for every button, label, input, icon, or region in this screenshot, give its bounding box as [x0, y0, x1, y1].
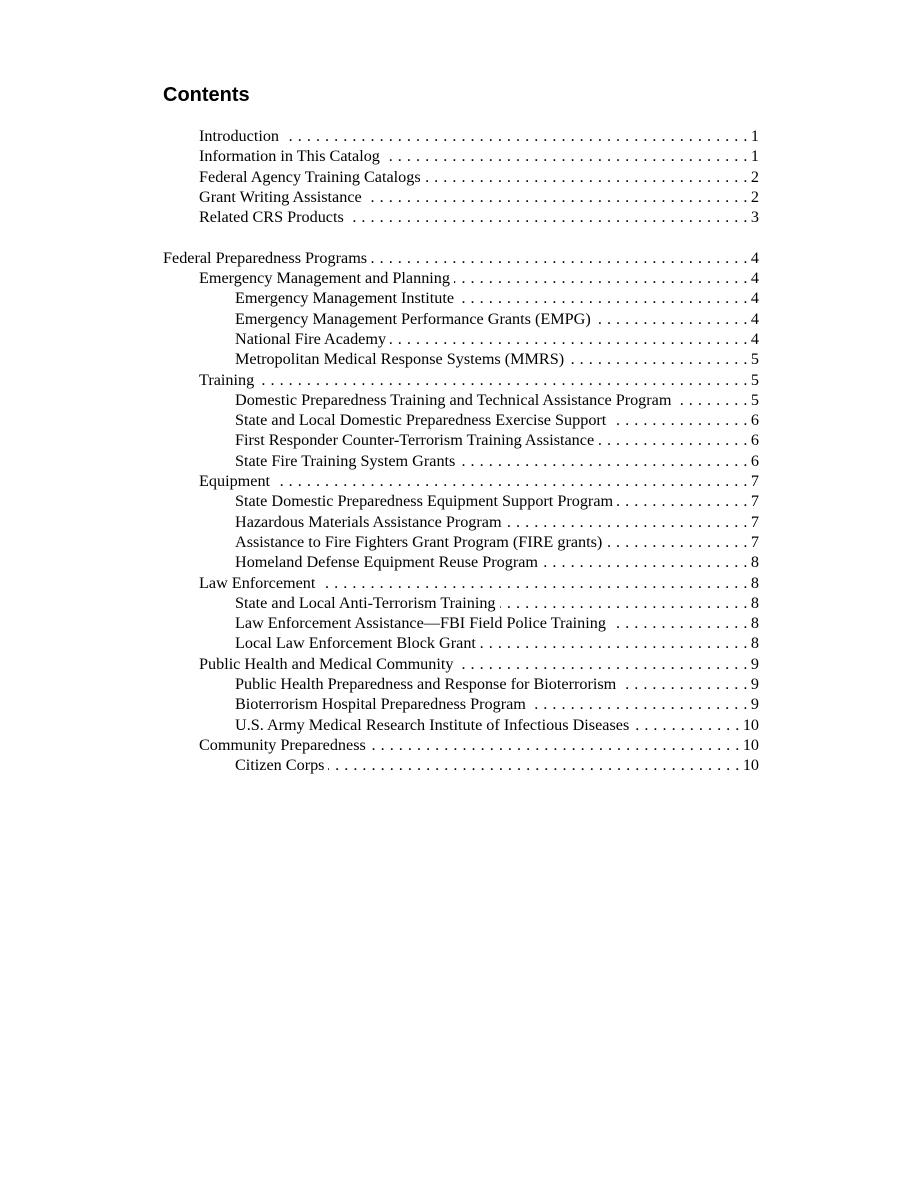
toc-entry[interactable]: [163, 390, 759, 410]
toc-entry-title: Training: [199, 370, 255, 389]
toc-entry[interactable]: [163, 349, 759, 369]
toc-entry[interactable]: [163, 430, 759, 450]
toc-entry[interactable]: [163, 633, 759, 653]
toc-dot-leader: [617, 491, 748, 511]
toc-entry[interactable]: [163, 187, 759, 207]
toc-entry-page-number: 8: [750, 553, 759, 572]
toc-entry[interactable]: [163, 471, 759, 491]
toc-dot-leader: [568, 349, 748, 369]
toc-dot-leader: [542, 552, 748, 572]
toc-entry[interactable]: [163, 146, 759, 166]
toc-entry-page-number: 5: [750, 370, 759, 389]
toc-entry[interactable]: [163, 126, 759, 146]
toc-entry-title: Public Health Preparedness and Response for Bioterrorism: [235, 675, 617, 694]
toc-entry-title: Bioterrorism Hospital Preparedness Program: [235, 695, 526, 714]
toc-entry[interactable]: [163, 654, 759, 674]
toc-entry-page-number: 3: [750, 208, 759, 227]
toc-entry-page-number: 1: [750, 147, 759, 166]
toc-dot-leader: [500, 593, 748, 613]
toc-entry-page-number: 9: [750, 675, 759, 694]
toc-dot-leader: [610, 410, 748, 430]
toc-entry-title: Emergency Management Institute: [235, 289, 455, 308]
toc-dot-leader: [480, 633, 748, 653]
toc-entry-page-number: 8: [750, 573, 759, 592]
toc-entry-title: State and Local Anti-Terrorism Training: [235, 593, 496, 612]
toc-entry-page-number: 2: [750, 187, 759, 206]
toc-entry-page-number: 8: [750, 593, 759, 612]
toc-dot-leader: [458, 288, 748, 308]
toc-entry-title: Homeland Defense Equipment Reuse Program: [235, 553, 538, 572]
toc-entry-page-number: 7: [750, 512, 759, 531]
toc-entry-title: Emergency Management and Planning: [199, 269, 450, 288]
toc-entry[interactable]: [163, 552, 759, 572]
toc-dot-leader: [457, 654, 747, 674]
toc-entry-page-number: 4: [750, 309, 759, 328]
toc-entry-title: Assistance to Fire Fighters Grant Program (FIRE grants): [235, 532, 603, 551]
toc-entry-page-number: 7: [750, 532, 759, 551]
toc-entry-title: Related CRS Products: [199, 208, 344, 227]
toc-entry[interactable]: [163, 207, 759, 227]
toc-entry-page-number: 4: [750, 248, 759, 267]
toc-entry-page-number: 7: [750, 472, 759, 491]
toc-entry[interactable]: [163, 573, 759, 593]
toc-entry[interactable]: [163, 288, 759, 308]
toc-dot-leader: [606, 532, 748, 552]
toc-entry-page-number: 10: [742, 756, 759, 775]
toc-dot-leader: [675, 390, 747, 410]
toc-dot-leader: [595, 309, 748, 329]
toc-entry[interactable]: [163, 613, 759, 633]
toc-entry-page-number: 4: [750, 329, 759, 348]
toc-entry-page-number: 2: [750, 167, 759, 186]
toc-entry-title: Law Enforcement Assistance—FBI Field Police Training: [235, 614, 606, 633]
toc-entry-page-number: 10: [742, 735, 759, 754]
toc-dot-leader: [390, 329, 748, 349]
toc-dot-leader: [274, 471, 748, 491]
toc-entry-title: Community Preparedness: [199, 735, 366, 754]
toc-dot-leader: [371, 248, 748, 268]
toc-entry[interactable]: [163, 755, 759, 775]
toc-dot-leader: [328, 755, 739, 775]
toc-entry-title: U.S. Army Medical Research Institute of Infectious Diseases: [235, 715, 630, 734]
toc-entry[interactable]: [163, 370, 759, 390]
toc-dot-leader: [283, 126, 748, 146]
toc-entry-page-number: 1: [750, 127, 759, 145]
toc-entry-title: Citizen Corps: [235, 756, 325, 775]
toc-entry-title: State Fire Training System Grants: [235, 451, 456, 470]
toc-entry-page-number: 10: [742, 715, 759, 734]
toc-entry-title: Domestic Preparedness Training and Technical Assistance Program: [235, 390, 672, 409]
toc-entry-title: Federal Agency Training Catalogs: [199, 167, 421, 186]
toc-entry-page-number: 6: [750, 431, 759, 450]
toc-entry-title: First Responder Counter-Terrorism Training Assistance: [235, 431, 595, 450]
toc-entry-title: Local Law Enforcement Block Grant: [235, 634, 476, 653]
toc-entry-title: State and Local Domestic Preparedness Exercise Support: [235, 411, 607, 430]
toc-entry-title: Information in This Catalog: [199, 147, 380, 166]
toc-entry[interactable]: [163, 593, 759, 613]
toc-entry[interactable]: [163, 268, 759, 288]
toc-dot-leader: [370, 735, 740, 755]
toc-entry-title: Equipment: [199, 472, 271, 491]
toc-entry[interactable]: [163, 715, 759, 735]
table-of-contents: [163, 126, 759, 776]
toc-entry[interactable]: [163, 694, 759, 714]
toc-entry-title: Law Enforcement: [199, 573, 316, 592]
contents-heading: Contents: [163, 84, 250, 106]
toc-dot-leader: [459, 451, 748, 471]
toc-entry[interactable]: [163, 451, 759, 471]
toc-entry-page-number: 9: [750, 654, 759, 673]
toc-entry-page-number: 5: [750, 350, 759, 369]
toc-dot-leader: [506, 512, 748, 532]
toc-dot-leader: [530, 694, 748, 714]
toc-dot-leader: [620, 674, 748, 694]
toc-dot-leader: [366, 187, 748, 207]
toc-entry-page-number: 6: [750, 451, 759, 470]
toc-entry-title: Hazardous Materials Assistance Program: [235, 512, 502, 531]
toc-entry-page-number: 4: [750, 289, 759, 308]
toc-entry-title: Grant Writing Assistance: [199, 187, 362, 206]
toc-dot-leader: [384, 146, 748, 166]
toc-dot-leader: [319, 573, 748, 593]
toc-dot-leader: [258, 370, 748, 390]
toc-entry-title: Introduction: [199, 127, 280, 145]
toc-dot-leader: [610, 613, 748, 633]
toc-entry[interactable]: [163, 167, 759, 187]
toc-entry[interactable]: [163, 248, 759, 268]
toc-entry-page-number: 8: [750, 634, 759, 653]
toc-entry[interactable]: [163, 674, 759, 694]
toc-entry[interactable]: [163, 329, 759, 349]
toc-entry-title: State Domestic Preparedness Equipment Support Program: [235, 492, 614, 511]
toc-entry-page-number: 7: [750, 492, 759, 511]
toc-entry-title: Federal Preparedness Programs: [163, 248, 368, 267]
toc-dot-leader: [425, 167, 748, 187]
toc-entry-page-number: 4: [750, 269, 759, 288]
toc-entry[interactable]: [163, 309, 759, 329]
toc-entry-title: Metropolitan Medical Response Systems (MMRS): [235, 350, 565, 369]
toc-entry[interactable]: [163, 532, 759, 552]
toc-entry-page-number: 5: [750, 390, 759, 409]
toc-entry-page-number: 9: [750, 695, 759, 714]
toc-entry[interactable]: [163, 410, 759, 430]
toc-dot-leader: [633, 715, 740, 735]
toc-entry-page-number: 6: [750, 411, 759, 430]
toc-entry-page-number: 8: [750, 614, 759, 633]
toc-entry-title: Public Health and Medical Community: [199, 654, 454, 673]
toc-entry[interactable]: [163, 491, 759, 511]
toc-dot-leader: [598, 430, 748, 450]
toc-entry[interactable]: [163, 512, 759, 532]
toc-entry-title: Emergency Management Performance Grants (EMPG): [235, 309, 591, 328]
toc-dot-leader: [454, 268, 748, 288]
toc-dot-leader: [348, 207, 748, 227]
toc-entry[interactable]: [163, 735, 759, 755]
toc-entry-title: National Fire Academy: [235, 329, 387, 348]
